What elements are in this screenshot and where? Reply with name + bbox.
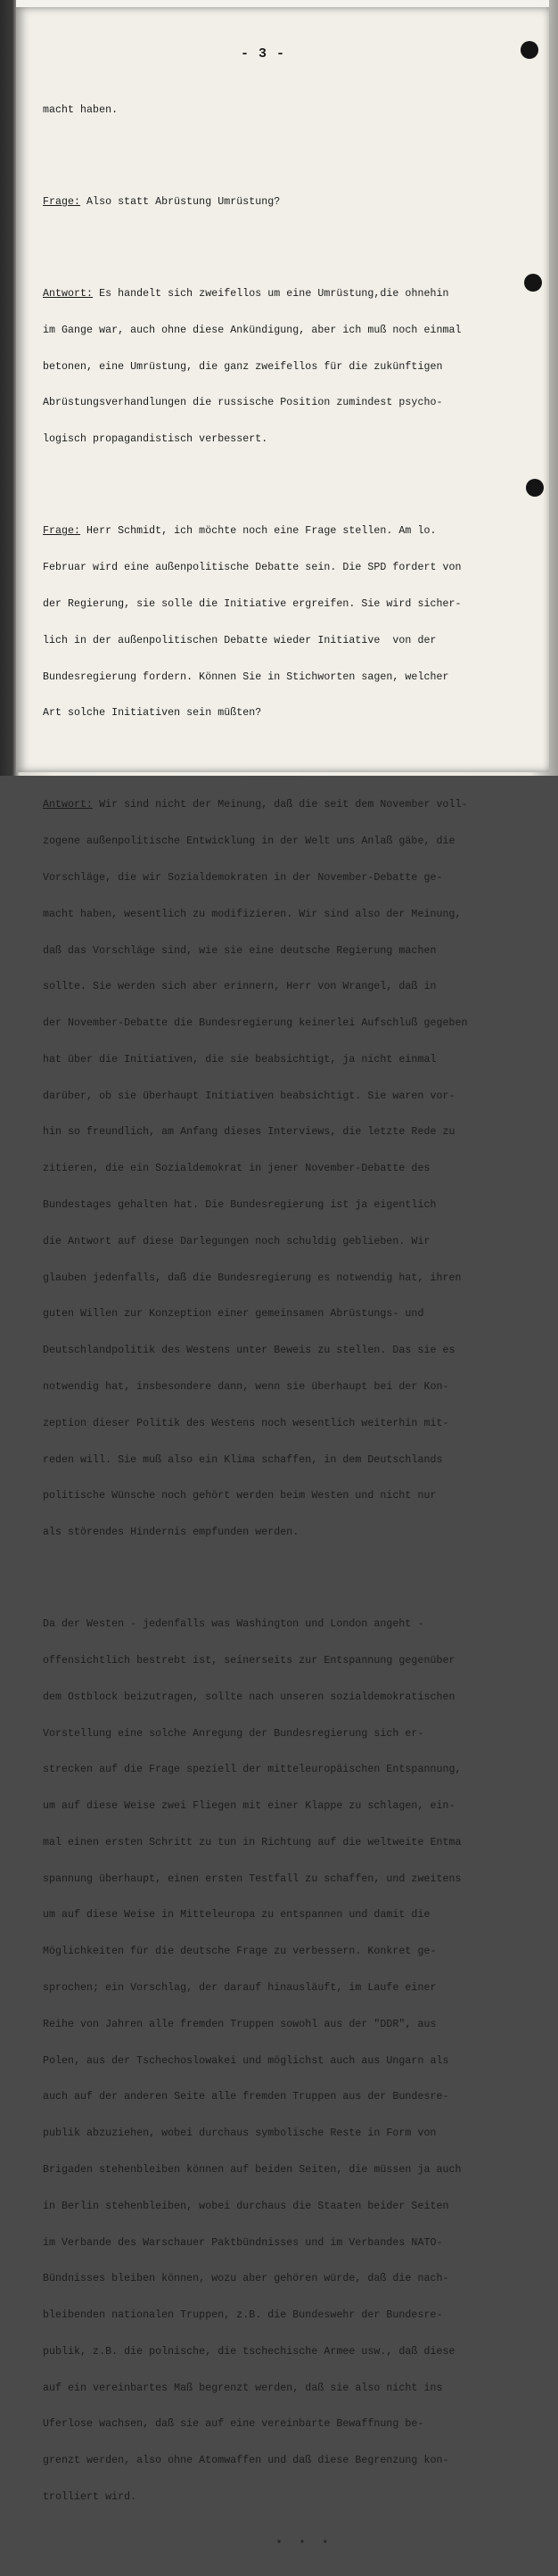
body-line: um auf diese Weise in Mitteleuropa zu entspannen und damit die [43, 1909, 431, 1922]
body-line: trolliert wird. [43, 2490, 137, 2503]
body-line: auf ein vereinbartes Maß begrenzt werden, daß sie also nicht ins [43, 2382, 443, 2394]
body-line: Da der Westen - jedenfalls was Washington und London angeht - [43, 1618, 424, 1631]
answer-2: Antwort: Wir sind nicht der Meinung, daß die seit dem November voll- [43, 799, 468, 811]
question-2: Frage: Herr Schmidt, ich möchte noch eine Frage stellen. Am lo. [43, 525, 437, 538]
answer-label: Antwort: [43, 288, 94, 300]
body-line: strecken auf die Frage speziell der mitteleuropäischen Entspannung, [43, 1764, 462, 1776]
body-line: Möglichkeiten für die deutsche Frage zu verbessern. Konkret ge- [43, 1946, 437, 1958]
body-line: Reihe von Jahren alle fremden Truppen sowohl aus der "DDR", aus [43, 2018, 437, 2030]
body-line: lich in der außenpolitischen Debatte wieder Initiative von der [43, 634, 437, 646]
body-line: in Berlin stehenbleiben, wobei durchaus die Staaten beider Seiten [43, 2200, 449, 2212]
body-line: sprochen; ein Vorschlag, der darauf hinausläuft, im Laufe einer [43, 1982, 437, 1995]
body-line: reden will. Sie muß also ein Klima schaffen, in dem Deutschlands [43, 1453, 443, 1466]
body-line: notwendig hat, insbesondere dann, wenn sie überhaupt bei der Kon- [43, 1380, 449, 1393]
body-line: zogene außenpolitische Entwicklung in der Welt uns Anlaß gäbe, die [43, 835, 455, 848]
body-line: Art solche Initiativen sein müßten? [43, 707, 262, 720]
body-line: Uferlose wachsen, daß sie auf eine vereinbarte Bewaffnung be- [43, 2418, 424, 2431]
body-line: Bundestages gehalten hat. Die Bundesregierung ist ja eigentlich [43, 1199, 437, 1212]
body-line: politische Wünsche noch gehört werden beim Westen und nicht nur [43, 1490, 437, 1502]
document-body [43, 68, 531, 2576]
body-line: auch auf der anderen Seite alle fremden Truppen aus der Bundesre- [43, 2091, 449, 2103]
body-line: Vorschläge, die wir Sozialdemokraten in der November-Debatte ge- [43, 872, 443, 884]
body-line: der Regierung, sie solle die Initiative ergreifen. Sie wird sicher- [43, 597, 462, 610]
body-line: spannung überhaupt, einen ersten Testfall zu schaffen, und zweitens [43, 1872, 462, 1885]
body-line: publik abzuziehen, wobei durchaus symbolische Reste in Form von [43, 2127, 437, 2140]
page-top-edge [16, 0, 549, 7]
answer-1: Antwort: Es handelt sich zweifellos um eine Umrüstung,die ohnehin [43, 288, 449, 300]
body-line: Deutschlandpolitik des Westens unter Beweis zu stellen. Das sie es [43, 1345, 455, 1357]
question-label: Frage: [43, 195, 81, 208]
body-line: Abrüstungsverhandlungen die russische Position zumindest psycho- [43, 397, 443, 409]
body-line: hin so freundlich, am Anfang dieses Interviews, die letzte Rede zu [43, 1126, 455, 1139]
body-line: dem Ostblock beizutragen, sollte nach unseren sozialdemokratischen [43, 1691, 455, 1703]
body-line: Februar wird eine außenpolitische Debatte sein. Die SPD fordert von [43, 562, 462, 574]
body-line: zeption dieser Politik des Westens noch wesentlich weiterhin mit- [43, 1417, 449, 1429]
question-1: Frage: Also statt Abrüstung Umrüstung? [43, 195, 281, 208]
body-line: mal einen ersten Schritt zu tun in Richtung auf die weltweite Entma [43, 1836, 462, 1848]
body-line: hat über die Initiativen, die sie beabsichtigt, ja nicht einmal [43, 1053, 437, 1066]
body-line: Bundesregierung fordern. Können Sie in Stichworten sagen, welcher [43, 671, 449, 683]
body-line: offensichtlich bestrebt ist, seinerseits zur Entspannung gegenüber [43, 1655, 455, 1667]
question-label: Frage: [43, 525, 81, 538]
body-line: im Verbande des Warschauer Paktbündnisses und im Verbandes NATO- [43, 2236, 443, 2249]
body-line: daß das Vorschläge sind, wie sie eine deutsche Regierung machen [43, 944, 437, 957]
page-number: - 3 - [241, 46, 286, 62]
body-line: um auf diese Weise zwei Fliegen mit einer Klappe zu schlagen, ein- [43, 1800, 455, 1813]
end-mark: * * * [275, 2539, 334, 2552]
body-line: betonen, eine Umrüstung, die ganz zweifellos für die zukünftigen [43, 360, 443, 373]
body-line: als störendes Hindernis empfunden werden. [43, 1527, 300, 1539]
body-line: macht haben. [43, 103, 119, 116]
body-line: sollte. Sie werden sich aber erinnern, Herr von Wrangel, daß in [43, 981, 437, 993]
body-line: logisch propagandistisch verbessert. [43, 433, 268, 446]
body-line: zitieren, die ein Sozialdemokrat in jener November-Debatte des [43, 1163, 431, 1175]
body-line: macht haben, wesentlich zu modifizieren. Wir sind also der Meinung, [43, 908, 462, 920]
body-line: der November-Debatte die Bundesregierung keinerlei Aufschluß gegeben [43, 1017, 468, 1030]
body-line: guten Willen zur Konzeption einer gemeinsamen Abrüstungs- und [43, 1308, 424, 1321]
body-line: Brigaden stehenbleiben können auf beiden Seiten, die müssen ja auch [43, 2163, 462, 2176]
body-line: Bündnisses bleiben können, wozu aber gehören würde, daß die nach- [43, 2273, 449, 2285]
answer-label: Antwort: [43, 799, 94, 811]
body-line: grenzt werden, also ohne Atomwaffen und daß diese Begrenzung kon- [43, 2455, 449, 2467]
body-line: Polen, aus der Tschechoslowakei und möglichst auch aus Ungarn als [43, 2054, 449, 2067]
body-line: Vorstellung eine solche Anregung der Bundesregierung sich er- [43, 1727, 424, 1740]
body-line: darüber, ob sie überhaupt Initiativen beabsichtigt. Sie waren vor- [43, 1090, 455, 1102]
body-line: im Gange war, auch ohne diese Ankündigung, aber ich muß noch einmal [43, 324, 462, 336]
body-line: glauben jedenfalls, daß die Bundesregierung es notwendig hat, ihren [43, 1272, 462, 1284]
body-line: die Antwort auf diese Darlegungen noch schuldig geblieben. Wir [43, 1235, 431, 1247]
body-line: publik, z.B. die polnische, die tschechische Armee usw., daß diese [43, 2345, 455, 2358]
punch-hole-top [521, 41, 538, 59]
body-line: bleibenden nationalen Truppen, z.B. die Bundeswehr der Bundesre- [43, 2309, 443, 2322]
